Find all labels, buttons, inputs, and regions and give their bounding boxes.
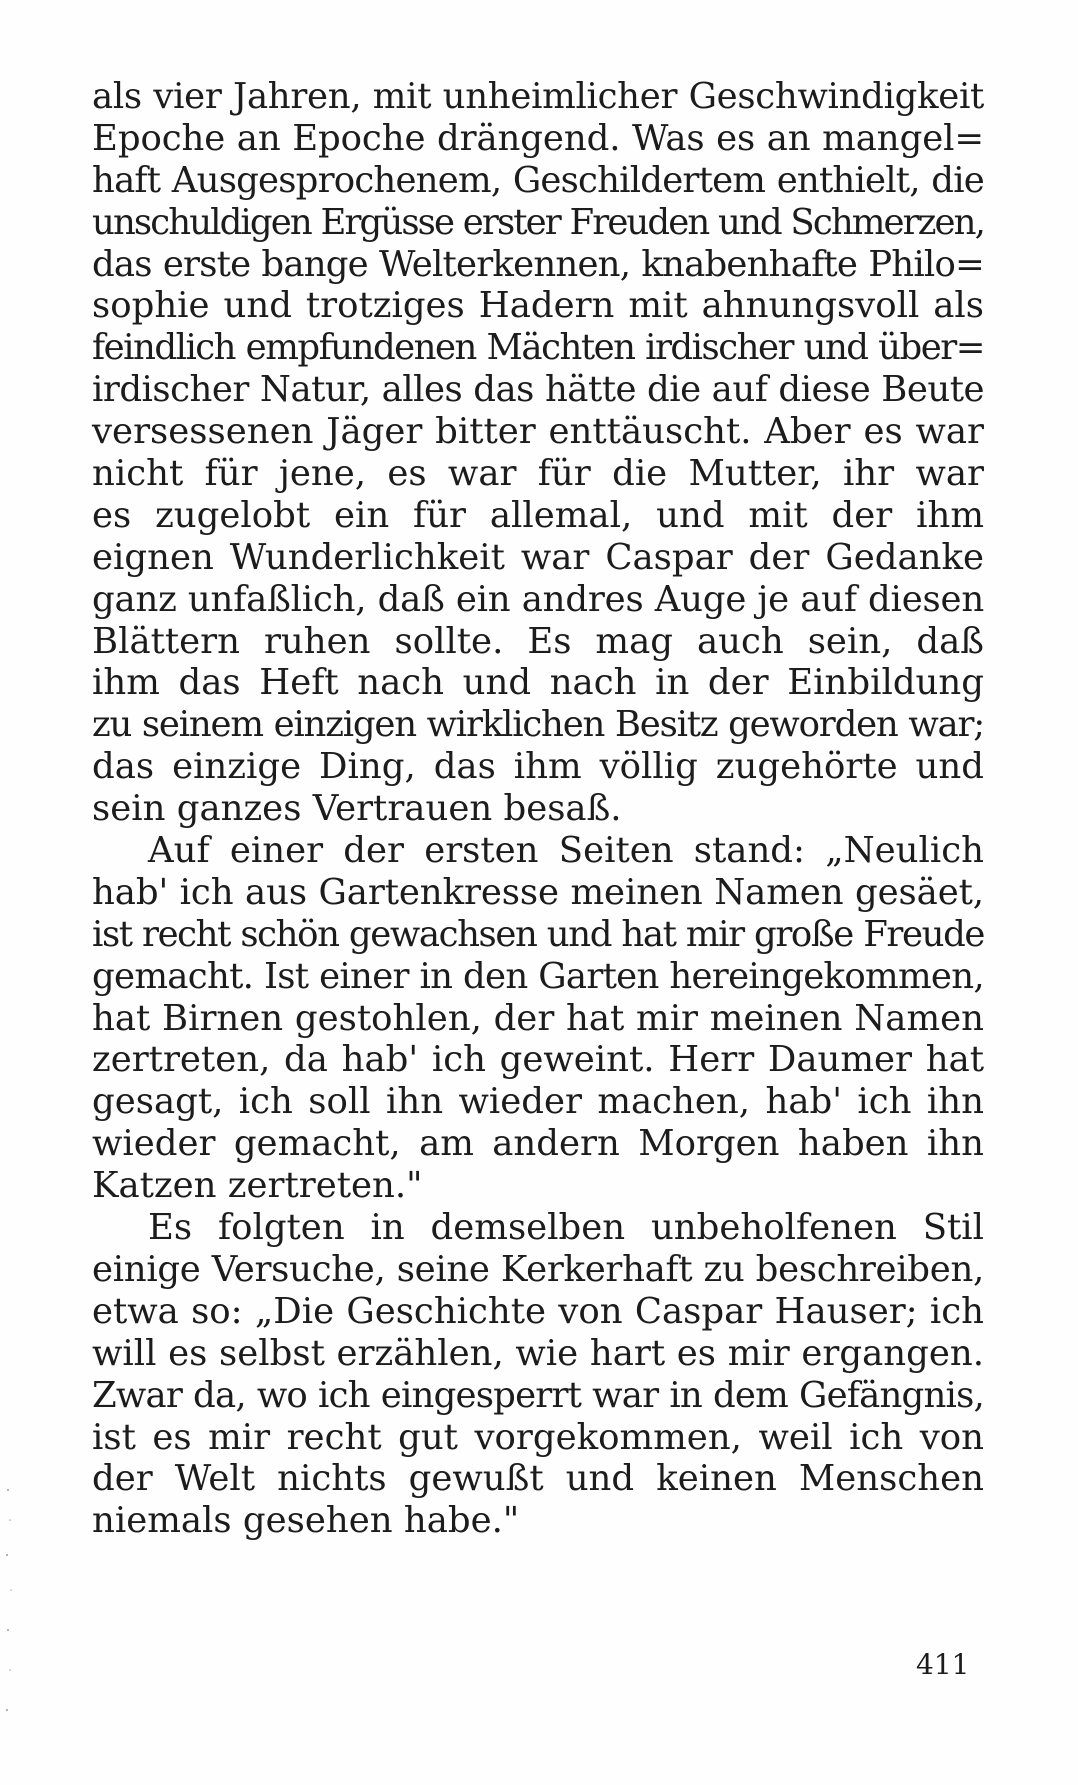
text-line: Zwar da, wo ich eingesperrt war in dem Gefängnis, (92, 1374, 984, 1416)
text-line: als vier Jahren, mit unheimlicher Geschwindigkeit (92, 76, 984, 117)
paragraph-start-line: Auf einer der ersten Seiten stand: „Neulich (148, 830, 984, 872)
text-line: zertreten, da hab' ich geweint. Herr Daumer hat (92, 1039, 984, 1081)
scan-specks-decoration (4, 1480, 24, 1740)
text-line: Blättern ruhen sollte. Es mag auch sein, daß (92, 620, 984, 662)
text-line: will es selbst erzählen, wie hart es mir ergangen. (92, 1332, 984, 1374)
text-line: etwa so: „Die Geschichte von Caspar Hauser; ich (92, 1290, 984, 1332)
page-number: 411 (916, 1648, 970, 1681)
text-line: irdischer Natur, alles das hätte die auf diese Beute (92, 369, 984, 411)
body-text (92, 76, 984, 1542)
text-line: sophie und trotziges Hadern mit ahnungsvoll als (92, 285, 984, 327)
text-line: ist es mir recht gut vorgekommen, weil ich von (92, 1416, 984, 1458)
text-line: versessenen Jäger bitter enttäuscht. Aber es war (92, 411, 984, 453)
text-line: unschuldigen Ergüsse erster Freuden und Schmerzen, (92, 201, 984, 243)
text-line: ganz unfaßlich, daß ein andres Auge je auf diesen (92, 578, 984, 620)
text-line: das einzige Ding, das ihm völlig zugehörte und (92, 746, 984, 788)
text-line: ist recht schön gewachsen und hat mir große Freude (92, 913, 984, 955)
text-line: gesagt, ich soll ihn wieder machen, hab' ich ihn (92, 1081, 984, 1123)
text-line: haft Ausgesprochenem, Geschildertem enthielt, die (92, 159, 984, 201)
text-line: feindlich empfundenen Mächten irdischer und über= (92, 327, 984, 369)
paragraph-end-line: Katzen zertreten." (92, 1165, 423, 1207)
text-line: der Welt nichts gewußt und keinen Menschen (92, 1458, 984, 1500)
text-line: Epoche an Epoche drängend. Was es an mangel= (92, 117, 984, 159)
text-line: ihm das Heft nach und nach in der Einbildung (92, 662, 984, 704)
text-line: hat Birnen gestohlen, der hat mir meinen Namen (92, 997, 984, 1039)
paragraph-end-line: sein ganzes Vertrauen besaß. (92, 788, 622, 830)
text-line: gemacht. Ist einer in den Garten hereingekommen, (92, 955, 984, 997)
text-line: einige Versuche, seine Kerkerhaft zu beschreiben, (92, 1248, 984, 1290)
text-line: eignen Wunderlichkeit war Caspar der Gedanke (92, 536, 984, 578)
text-line: nicht für jene, es war für die Mutter, ihr war (92, 453, 984, 495)
paragraph-end-line: niemals gesehen habe." (92, 1500, 520, 1542)
text-line: wieder gemacht, am andern Morgen haben ihn (92, 1123, 984, 1165)
text-line: zu seinem einzigen wirklichen Besitz geworden war; (92, 704, 984, 746)
paragraph-start-line: Es folgten in demselben unbeholfenen Stil (148, 1207, 984, 1249)
text-line: hab' ich aus Gartenkresse meinen Namen gesäet, (92, 871, 984, 913)
text-line: es zugelobt ein für allemal, und mit der ihm (92, 494, 984, 536)
text-line: das erste bange Welterkennen, knabenhafte Philo= (92, 243, 984, 285)
